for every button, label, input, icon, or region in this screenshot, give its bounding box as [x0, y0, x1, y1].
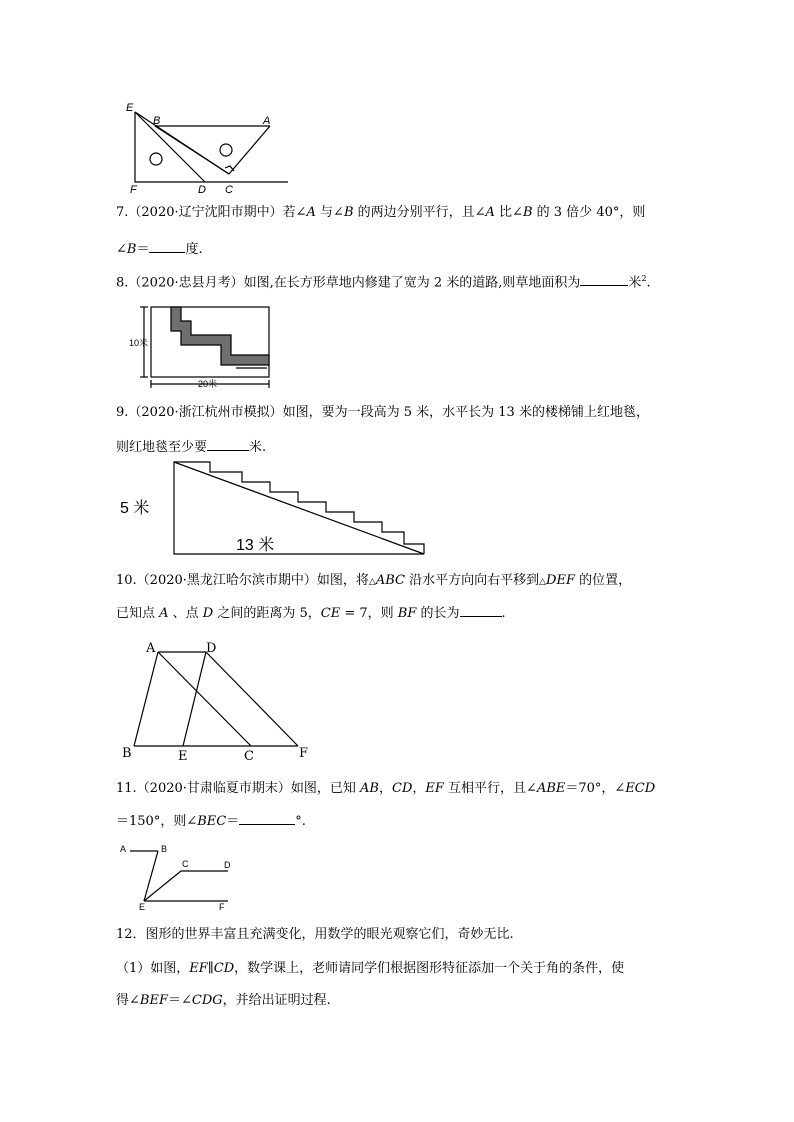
q8-line [116, 270, 676, 292]
q12-cdg: CDG [191, 993, 223, 1008]
q12-line3 [116, 992, 676, 1010]
q8-answer-blank[interactable] [580, 273, 628, 286]
label-b: B [122, 746, 132, 761]
label-f: F [299, 746, 309, 761]
q7-text-a: 7.（2020·辽宁沈阳市期中）若∠ [116, 205, 307, 220]
q8-unit: 米 [628, 275, 642, 291]
segment-ac [158, 652, 251, 746]
line-ec [144, 871, 181, 901]
q7-var-a2: A [485, 205, 495, 220]
q12-text-d: ＝∠ [167, 993, 192, 1008]
q7-var-b2: B [522, 205, 533, 220]
label-f: F [130, 184, 137, 196]
staircase-triangle [174, 462, 424, 554]
line-ac [229, 126, 270, 174]
q11-eq: ＝ [226, 814, 240, 829]
q10-answer-blank[interactable] [460, 604, 502, 617]
label-a: A [146, 641, 156, 656]
staircase-figure [112, 458, 432, 558]
q7-line1 [116, 204, 676, 222]
segment-df [206, 652, 298, 746]
width-label: 20米 [198, 379, 218, 389]
q11-ef: EF [425, 781, 444, 796]
circle-hole-left [150, 153, 162, 165]
label-c: C [244, 749, 254, 764]
label-d: D [206, 641, 217, 656]
height-5m-label: 5 米 [120, 500, 150, 517]
q11-comma-1: ， [378, 781, 392, 796]
label-b: B [153, 115, 161, 127]
q7-angle: ∠ [116, 242, 127, 257]
q8-sup: 2 [641, 274, 647, 283]
q10-text-a: 10.（2020·黑龙江哈尔滨市期中）如图，将 [116, 573, 369, 588]
q10-pt-a: A [159, 606, 169, 621]
q10-ce: CE [320, 606, 341, 621]
q10-end: . [501, 606, 506, 621]
q7-unit: 度. [185, 242, 203, 257]
q10-text-h: 的长为 [416, 606, 460, 621]
q10-text-b: 沿水平方向向右平移到 [404, 573, 540, 588]
label-c: C [182, 859, 189, 869]
q11-answer-blank[interactable] [239, 812, 295, 825]
q10-tri-def: DEF [546, 573, 575, 588]
q10-line1 [116, 572, 676, 591]
road-path [171, 307, 269, 365]
q11-ab: AB [360, 781, 379, 796]
q10-tri-symbol-2: △ [539, 577, 547, 587]
q11-text-b: 互相平行，且∠ [443, 781, 537, 796]
q9-unit: 米. [249, 440, 267, 455]
q12-text-b: ，数学课上，老师请同学们根据图形特征添加一个关于角的条件，使 [234, 961, 625, 976]
q9-answer-blank[interactable] [207, 438, 249, 451]
q11-line2 [116, 812, 676, 831]
line-ec [135, 112, 229, 174]
q9-text: 则红地毯至少要 [116, 440, 208, 455]
q9-line2 [116, 438, 676, 457]
q11-comma-2: ， [412, 781, 426, 796]
q10-pt-d: D [202, 606, 214, 621]
q11-text-c: ＝70°，∠ [565, 781, 626, 796]
q7-text-b: 与∠ [315, 205, 344, 220]
label-b: B [161, 844, 168, 854]
q11-unit: °. [295, 814, 306, 829]
q10-text-e: 、点 [168, 606, 203, 621]
label-a: A [120, 844, 127, 854]
q12-text-c: 得∠ [116, 993, 140, 1008]
line-ed [135, 112, 205, 182]
segment-de [183, 652, 206, 746]
translation-figure [118, 636, 318, 764]
q10-text-d: 已知点 [116, 606, 160, 621]
q7-line2 [116, 240, 676, 259]
q10-text-c: 的位置， [574, 573, 632, 588]
q10-text-g: = 7，则 [340, 606, 398, 621]
label-e: E [178, 749, 188, 764]
q7-answer-blank[interactable] [149, 240, 185, 253]
q11-ecd: ECD [625, 781, 656, 796]
q11-abe: ABE [536, 781, 566, 796]
q7-text-e: 的 3 倍少 40°，则 [532, 205, 646, 220]
label-a: A [263, 115, 271, 127]
q7-var-b: B [343, 205, 354, 220]
q8-text: 8.（2020·忠县月考）如图,在长方形草地内修建了宽为 2 米的道路,则草地面积为 [116, 275, 581, 291]
circle-hole-right [220, 144, 232, 156]
lawn-road-figure [126, 303, 276, 393]
q7-text-c: 的两边分别平行，且∠ [353, 205, 486, 220]
q11-text-a: 11.（2020·甘肃临夏市期末）如图，已知 [116, 781, 361, 796]
length-13m-label: 13 米 [236, 537, 275, 554]
segment-ab [134, 652, 158, 746]
label-d: D [224, 860, 231, 870]
label-f: F [219, 902, 225, 912]
q12-line1: 12．图形的世界丰富且充满变化，用数学的眼光观察它们，奇妙无比. [116, 927, 514, 942]
triangle-ruler-figure [120, 100, 300, 196]
q10-tri-symbol-1: △ [368, 577, 376, 587]
q12-line2 [116, 960, 676, 978]
q7-eq: ＝ [136, 242, 150, 257]
right-angle-mark [225, 166, 234, 171]
q11-cd: CD [392, 781, 413, 796]
q11-line1 [116, 780, 676, 798]
q10-line2 [116, 604, 676, 623]
q11-text-d: ＝150°，则∠ [116, 814, 198, 829]
q7-text-d: 比∠ [494, 205, 523, 220]
q10-text-f: 之间的距离为 5， [213, 606, 321, 621]
q9-line1: 9.（2020·浙江杭州市模拟）如图，要为一段高为 5 米，水平长为 13 米的楼梯铺上红地毯， [116, 405, 649, 420]
q10-bf: BF [397, 606, 417, 621]
height-label: 10米 [129, 338, 149, 348]
q12-bef: BEF [139, 993, 168, 1008]
line-be [144, 851, 158, 901]
label-d: D [198, 184, 206, 196]
label-e: E [139, 902, 146, 912]
label-c: C [225, 184, 233, 196]
q7-var-a: A [306, 205, 316, 220]
label-e: E [126, 102, 134, 114]
q12-text-e: ，并给出证明过程. [222, 993, 331, 1008]
q10-tri-abc: ABC [375, 573, 405, 588]
q11-bec: BEC [197, 814, 227, 829]
q12-text-a: （1）如图， [116, 961, 190, 976]
q8-end: . [646, 275, 651, 291]
parallel-lines-figure [116, 840, 246, 910]
q12-ef-parallel-cd: EF∥CD [189, 961, 235, 976]
q7-var-b3: B [126, 242, 137, 257]
